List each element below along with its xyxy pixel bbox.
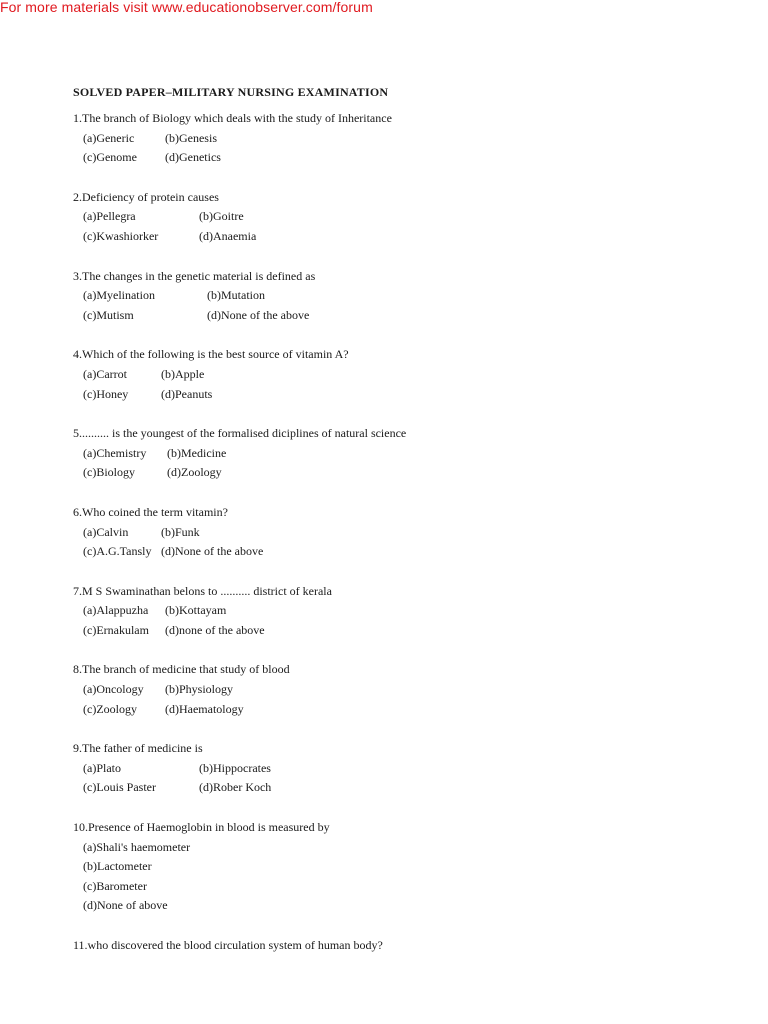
document-body: [73, 84, 733, 976]
answer-option: (c)A.G.Tansly: [83, 544, 152, 559]
option-row: [73, 207, 733, 227]
question-text: 3.The changes in the genetic material is defined as: [73, 268, 316, 283]
question-block: [73, 582, 733, 641]
option-row: [73, 700, 733, 720]
answer-option: (c)Biology: [83, 465, 135, 480]
answer-option: (a)Alappuzha: [83, 603, 149, 618]
question-block: [73, 345, 733, 404]
answer-option: (c)Genome: [83, 150, 137, 165]
answer-option: (d)Rober Koch: [199, 780, 272, 795]
answer-option: (c)Kwashiorker: [83, 228, 159, 243]
option-row: [73, 306, 733, 326]
answer-option: (b)Mutation: [207, 288, 265, 303]
answer-option: (b)Kottayam: [165, 603, 227, 618]
answer-option: (a)Shali's haemometer: [83, 839, 191, 854]
question-text: 8.The branch of medicine that study of blood: [73, 662, 290, 677]
question-block: [73, 503, 733, 562]
option-row: [73, 444, 733, 464]
option-row: [73, 877, 733, 897]
option-row: [73, 680, 733, 700]
answer-option: (d)Haematology: [165, 701, 244, 716]
question-block: [73, 109, 733, 168]
option-row: [73, 896, 733, 916]
option-row: [73, 778, 733, 798]
question-block: [73, 739, 733, 798]
question-text: 6.Who coined the term vitamin?: [73, 504, 228, 519]
option-row: [73, 621, 733, 641]
answer-option: (d)none of the above: [165, 622, 265, 637]
answer-option: (a)Plato: [83, 760, 121, 775]
question-text: 10.Presence of Haemoglobin in blood is measured by: [73, 820, 330, 835]
answer-option: (a)Pellegra: [83, 209, 136, 224]
answer-option: (a)Chemistry: [83, 445, 147, 460]
question-text: 4.Which of the following is the best source of vitamin A?: [73, 347, 349, 362]
answer-option: (a)Carrot: [83, 366, 127, 381]
answer-option: (b)Physiology: [165, 682, 234, 697]
answer-option: (c)Honey: [83, 386, 129, 401]
question-block: [73, 818, 733, 916]
answer-option: (c)Barometer: [83, 878, 147, 893]
option-row: [73, 759, 733, 779]
question-block: [73, 267, 733, 326]
answer-option: (d)None of above: [83, 898, 168, 913]
question-block: [73, 936, 733, 956]
question-block: [73, 188, 733, 247]
question-text: 9.The father of medicine is: [73, 741, 203, 756]
answer-option: (b)Lactometer: [83, 859, 152, 874]
question-text: 5.......... is the youngest of the formalised diciplines of natural science: [73, 426, 407, 441]
option-row: [73, 227, 733, 247]
answer-option: (b)Apple: [161, 366, 205, 381]
answer-option: (b)Genesis: [165, 130, 217, 145]
question-block: [73, 424, 733, 483]
answer-option: (d)Genetics: [165, 150, 221, 165]
question-text: 2.Deficiency of protein causes: [73, 189, 219, 204]
option-row: [73, 463, 733, 483]
answer-option: (c)Ernakulam: [83, 622, 149, 637]
answer-option: (c)Louis Paster: [83, 780, 156, 795]
option-row: [73, 148, 733, 168]
document-title: SOLVED PAPER–MILITARY NURSING EXAMINATION: [73, 85, 389, 99]
answer-option: (a)Myelination: [83, 288, 155, 303]
answer-option: (c)Mutism: [83, 307, 134, 322]
question-text: 7.M S Swaminathan belons to .......... district of kerala: [73, 583, 332, 598]
option-row: [73, 385, 733, 405]
answer-option: (b)Medicine: [167, 445, 227, 460]
answer-option: (d)Zoology: [167, 465, 222, 480]
option-row: [73, 542, 733, 562]
answer-option: (a)Oncology: [83, 682, 144, 697]
question-list: [73, 109, 733, 956]
option-row: [73, 838, 733, 858]
answer-option: (b)Goitre: [199, 209, 244, 224]
answer-option: (d)None of the above: [161, 544, 264, 559]
answer-option: (c)Zoology: [83, 701, 137, 716]
answer-option: (d)Peanuts: [161, 386, 213, 401]
option-row: [73, 365, 733, 385]
answer-option: (b)Hippocrates: [199, 760, 271, 775]
question-block: [73, 660, 733, 719]
answer-option: (a)Generic: [83, 130, 135, 145]
answer-option: (d)Anaemia: [199, 228, 257, 243]
option-row: [73, 601, 733, 621]
option-row: [73, 523, 733, 543]
question-text: 1.The branch of Biology which deals with the study of Inheritance: [73, 111, 392, 125]
option-row: [73, 286, 733, 306]
question-text: 11.who discovered the blood circulation system of human body?: [73, 938, 383, 952]
answer-option: (d)None of the above: [207, 307, 310, 322]
forum-link[interactable]: For more materials visit www.educationobserver.com/forum: [0, 0, 373, 15]
answer-option: (a)Calvin: [83, 524, 129, 539]
option-row: [73, 129, 733, 149]
answer-option: (b)Funk: [161, 524, 200, 539]
option-row: [73, 857, 733, 877]
